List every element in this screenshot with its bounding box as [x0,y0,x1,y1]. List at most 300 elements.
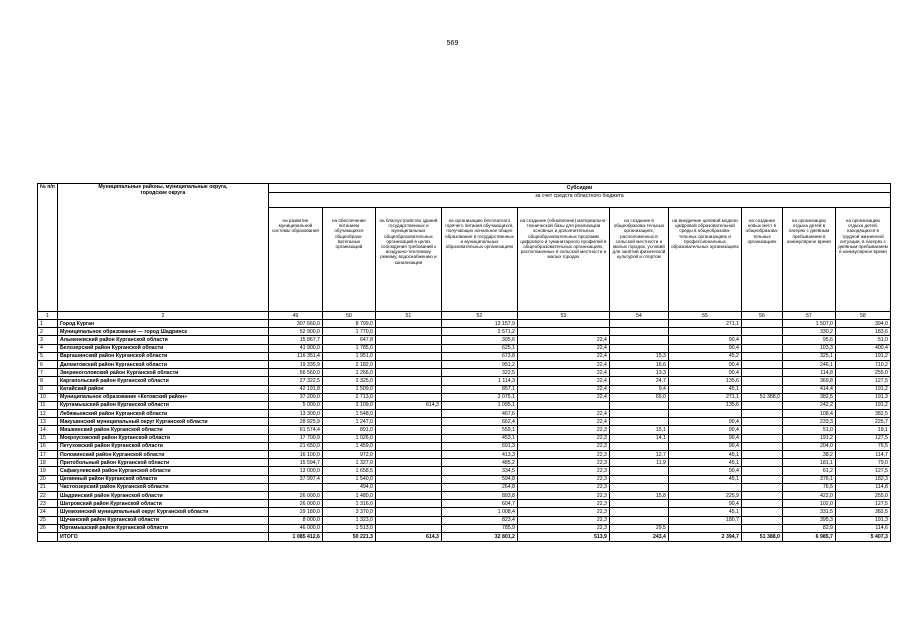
subsidy-value: 13 157,9 [441,320,517,328]
subsidy-value: 127,5 [835,500,890,508]
subsidy-value [375,451,441,459]
subsidy-value: 76,5 [782,483,835,491]
subsidy-value: 413,3 [441,451,517,459]
total-row [38,532,891,541]
subsidy-value: 255,0 [835,491,890,499]
column-number: 58 [835,312,890,320]
subsidy-value [741,434,782,442]
total-value: 32 801,2 [441,532,517,541]
subsidy-value: 710,2 [835,360,890,368]
row-number: 16 [38,442,58,450]
subsidy-column-header: на развитие муниципальной системы образования [268,208,322,312]
municipality-name: Шадринский район Курганской области [57,491,268,499]
municipality-name: Шатровский район Курганской области [57,500,268,508]
subsidy-value: 26 000,0 [268,500,322,508]
subsidy-value [741,336,782,344]
subsidy-value: 1 785,0 [322,344,375,352]
subsidy-value: 45,1 [668,459,741,467]
subsidy-value: 1 114,3 [441,377,517,385]
row-number: 24 [38,508,58,516]
subsidy-value [741,344,782,352]
subsidy-value [375,483,441,491]
subsidy-value: 90,4 [668,360,741,368]
subsidy-value: 22,3 [517,483,609,491]
subsidy-value: 127,5 [835,467,890,475]
subsidy-value [741,410,782,418]
column-number: 55 [668,312,741,320]
municipality-name: Катайский район [57,385,268,393]
subsidy-value: 12,7 [609,451,668,459]
subsidy-value: 382,5 [835,410,890,418]
subsidy-value [609,508,668,516]
subsidy-value [741,516,782,524]
subsidy-value: 95,6 [782,336,835,344]
subsidy-value: 1 770,0 [322,328,375,336]
table-row [38,393,891,401]
subsidy-value: 1 540,0 [322,475,375,483]
subsidy-value: 662,4 [441,418,517,426]
subsidy-value: 233,3 [782,418,835,426]
subsidy-value: 893,8 [441,491,517,499]
table-row [38,483,891,491]
subsidy-value: 1 658,5 [322,467,375,475]
subsidy-value: 45,1 [668,385,741,393]
total-value: 50 221,3 [322,532,375,541]
total-value: 6 985,7 [782,532,835,541]
subsidy-value: 1 026,0 [322,434,375,442]
subsidy-value [609,475,668,483]
row-number: 1 [38,320,58,328]
subsidy-value: 135,6 [668,401,741,409]
subsidy-value: 1 327,0 [322,459,375,467]
subsidy-value: 16,6 [609,360,668,368]
subsidy-value: 191,2 [835,401,890,409]
subsidy-value: 330,2 [782,328,835,336]
subsidy-value: 45,1 [668,475,741,483]
subsidy-value [609,500,668,508]
subsidy-value [741,377,782,385]
row-number: 25 [38,516,58,524]
row-number: 19 [38,467,58,475]
subsidy-value [668,524,741,532]
subsidy-value: 594,8 [441,475,517,483]
subsidy-value: 9,4 [609,385,668,393]
subsidy-value: 8 000,0 [268,516,322,524]
subsidy-value: 52 900,0 [268,328,322,336]
subsidy-value [609,483,668,491]
subsidy-value [375,418,441,426]
subsidy-value [268,483,322,491]
subsidy-value: 2 571,2 [441,328,517,336]
subsidy-value: 19,1 [835,426,890,434]
table-row [38,401,891,409]
municipality-name: Мишкинский район Курганской области [57,426,268,434]
subsidy-value: 2 075,1 [441,393,517,401]
subsidy-value [375,360,441,368]
column-number: 52 [441,312,517,320]
subsidy-value: 29 180,0 [268,508,322,516]
subsidy-value [375,459,441,467]
subsidy-value: 559,1 [441,426,517,434]
subsidy-value: 90,4 [668,369,741,377]
subsidy-value: 22,3 [517,467,609,475]
subsidy-value [609,442,668,450]
table-row [38,459,891,467]
subsidy-value: 24,7 [609,377,668,385]
column-number: 2 [57,312,268,320]
page-number: 569 [446,40,459,47]
subsidy-value: 42 191,8 [268,385,322,393]
table-row [38,328,891,336]
subsidy-value [741,500,782,508]
municipality-name: Мокроусовский район Курганской области [57,434,268,442]
subsidy-value [609,467,668,475]
row-number: 3 [38,336,58,344]
municipality-name: Муниципальное образование «Кетовский район» [57,393,268,401]
subsidy-value: 1 323,0 [322,516,375,524]
subsidy-value: 51,0 [835,336,890,344]
table-row [38,369,891,377]
column-number: 53 [517,312,609,320]
row-number: 12 [38,410,58,418]
total-label: ИТОГО [57,532,268,541]
table-row [38,336,891,344]
subsidy-value [375,467,441,475]
column-number: 56 [741,312,782,320]
municipality-name: Юргамышский район Курганской области [57,524,268,532]
header-name: Муниципальные районы, муниципальные округа, городские округа [57,184,268,312]
subsidy-column-header: на создание (обновление) материально-технической базы для реализации основных и дополнительных общеобразовательных программ цифрового и гуманитарного профилей в общеобразовательных организациях, расположенных в сельской местности и малых городах [517,208,609,312]
subsidy-value: 485,2 [441,459,517,467]
subsidy-value: 3 325,0 [322,377,375,385]
row-number: 10 [38,393,58,401]
subsidy-value: 891,0 [322,426,375,434]
subsidy-value: 271,1 [668,393,741,401]
subsidy-value [375,524,441,532]
municipality-name: Звериноголовский район Курганской области [57,369,268,377]
subsidy-value [741,328,782,336]
subsidy-value [609,328,668,336]
table-row [38,475,891,483]
subsidy-value: 22,4 [517,385,609,393]
subsidy-value [375,426,441,434]
subsidy-value: 972,0 [322,451,375,459]
table-row [38,385,891,393]
subsidy-value: 114,8 [782,369,835,377]
municipality-name: Далматовский район Курганской области [57,360,268,368]
subsidy-value: 22,3 [517,508,609,516]
subsidy-value: 22,3 [517,475,609,483]
municipality-name: Каргапольский район Курганской области [57,377,268,385]
subsidy-value: 1 480,0 [322,491,375,499]
subsidy-value: 191,2 [835,352,890,360]
row-number: 14 [38,426,58,434]
subsidy-value [741,508,782,516]
subsidy-value: 22,4 [517,393,609,401]
subsidy-value: 22,3 [517,524,609,532]
total-number-cell [38,532,58,541]
subsidy-value: 2 182,0 [322,360,375,368]
subsidy-value: 61 574,4 [268,426,322,434]
subsidy-value: 127,5 [835,434,890,442]
subsidy-value [375,442,441,450]
subsidy-value: 400,4 [835,344,890,352]
subsidy-value: 22,3 [517,459,609,467]
municipality-name: Альменевский район Курганской области [57,336,268,344]
municipality-name: Город Курган [57,320,268,328]
subsidy-value [741,360,782,368]
column-number: 49 [268,312,322,320]
subsidy-value: 16 100,0 [268,451,322,459]
subsidy-value: 614,3 [375,401,441,409]
subsidy-value: 22,3 [517,451,609,459]
subsidy-value: 242,2 [782,401,835,409]
subsidy-value: 785,9 [441,524,517,532]
subsidy-value [375,385,441,393]
table-row [38,320,891,328]
subsidy-value [375,352,441,360]
subsidy-value [375,410,441,418]
header-from-budget: за счет средств областного бюджета [268,193,890,208]
subsidy-value: 22,4 [517,360,609,368]
subsidy-value: 951,2 [441,360,517,368]
total-value: 243,4 [609,532,668,541]
table-row [38,360,891,368]
subsidy-value: 183,6 [835,328,890,336]
subsidy-value: 41 900,0 [268,344,322,352]
table-row [38,344,891,352]
row-number: 5 [38,352,58,360]
subsidy-value: 22,3 [517,434,609,442]
subsidies-table [37,183,891,542]
table-row [38,442,891,450]
row-number: 17 [38,451,58,459]
municipality-name: Лебяжьевский район Курганской области [57,410,268,418]
subsidy-value [741,426,782,434]
subsidy-value: 21 650,0 [268,442,322,450]
row-number: 8 [38,377,58,385]
subsidy-value: 82,9 [782,524,835,532]
subsidy-value: 1 951,0 [322,352,375,360]
subsidy-value [609,410,668,418]
subsidy-value: 604,7 [441,500,517,508]
subsidy-value: 114,6 [835,524,890,532]
subsidy-value [375,434,441,442]
subsidy-value [375,508,441,516]
table-row [38,524,891,532]
subsidy-value: 271,1 [668,320,741,328]
municipality-name: Половинский район Курганской области [57,451,268,459]
municipality-name: Щучанский район Курганской области [57,516,268,524]
subsidy-value [741,385,782,393]
subsidy-value: 1 507,0 [782,320,835,328]
subsidy-value: 823,4 [441,516,517,524]
subsidy-value: 38,2 [782,451,835,459]
subsidy-value: 90,4 [668,442,741,450]
subsidy-value: 322,5 [441,369,517,377]
subsidy-value: 22,4 [517,344,609,352]
subsidy-value [375,377,441,385]
subsidy-value: 191,2 [835,385,890,393]
subsidy-value: 191,2 [782,434,835,442]
subsidy-value: 79,0 [835,459,890,467]
subsidy-value: 61,2 [782,467,835,475]
subsidy-value: 225,9 [668,491,741,499]
table-row [38,434,891,442]
subsidy-value: 3 370,0 [322,508,375,516]
subsidy-value: 369,8 [782,377,835,385]
subsidy-value: 5 000,0 [268,401,322,409]
subsidy-value: 56 560,0 [268,369,322,377]
subsidy-value: 691,3 [441,442,517,450]
subsidy-value [741,483,782,491]
subsidy-column-header: на создание в общеобразова-тельных организациях, расположенных в сельской местности и малых городах, условий для занятий физической культурой и спортом [609,208,668,312]
subsidy-value: 673,8 [441,352,517,360]
header-subsidies: Субсидии [268,184,890,193]
subsidy-value: 307 660,0 [268,320,322,328]
subsidy-value [741,459,782,467]
subsidy-value: 90,4 [668,434,741,442]
subsidy-value: 647,8 [322,336,375,344]
subsidy-value [741,352,782,360]
subsidy-value: 22,3 [517,426,609,434]
subsidy-value: 90,4 [668,426,741,434]
subsidy-value: 305,6 [441,336,517,344]
subsidy-value: 376,1 [782,475,835,483]
total-value: 2 394,7 [668,532,741,541]
subsidy-value: 108,4 [782,410,835,418]
subsidy-value: 22,4 [517,352,609,360]
municipality-name: Петуховский район Курганской области [57,442,268,450]
table-row [38,508,891,516]
subsidy-value: 180,7 [668,516,741,524]
row-number: 13 [38,418,58,426]
subsidy-value: 28 925,9 [268,418,322,426]
subsidy-value [375,328,441,336]
subsidy-value [375,500,441,508]
subsidy-value: 27 322,5 [268,377,322,385]
subsidy-value: 625,1 [441,344,517,352]
subsidy-value: 90,4 [668,500,741,508]
subsidy-value: 22,4 [517,369,609,377]
row-number: 23 [38,500,58,508]
row-number: 22 [38,491,58,499]
subsidy-value: 45,1 [668,508,741,516]
subsidy-value: 51 388,0 [741,393,782,401]
subsidy-value: 13 000,0 [268,467,322,475]
total-value: 51 388,0 [741,532,782,541]
subsidy-value [741,320,782,328]
subsidy-value: 65,0 [609,393,668,401]
subsidy-value [741,401,782,409]
total-value: 614,3 [375,532,441,541]
subsidy-value: 102,0 [782,500,835,508]
subsidy-value: 13,3 [609,369,668,377]
subsidy-value: 22,3 [517,500,609,508]
municipality-name: Муниципальное образование — город Шадринск [57,328,268,336]
row-number: 21 [38,483,58,491]
column-number: 51 [375,312,441,320]
subsidy-column-header: на организацию отдыха детей в лагерях с дневным пребыванием в каникулярное время [782,208,835,312]
subsidy-value: 22,4 [517,418,609,426]
column-number: 54 [609,312,668,320]
row-number: 2 [38,328,58,336]
table-row [38,451,891,459]
subsidy-value: 90,4 [668,467,741,475]
subsidy-value: 90,4 [668,336,741,344]
municipality-name: Частоозерский район Курганской области [57,483,268,491]
subsidy-value: 22,4 [517,377,609,385]
subsidy-value: 1 247,0 [322,418,375,426]
row-number: 18 [38,459,58,467]
subsidy-value: 1 548,0 [322,410,375,418]
subsidy-value: 15 867,7 [268,336,322,344]
table-row [38,426,891,434]
total-value: 513,9 [517,532,609,541]
row-number: 4 [38,344,58,352]
subsidy-value: 325,1 [782,352,835,360]
subsidy-value: 422,0 [782,491,835,499]
subsidy-value [375,475,441,483]
subsidy-value: 181,1 [782,459,835,467]
column-number: 50 [322,312,375,320]
subsidy-value: 135,6 [668,377,741,385]
subsidy-value: 394,0 [835,320,890,328]
subsidy-value: 51,0 [782,426,835,434]
subsidy-value [375,393,441,401]
subsidy-value: 414,4 [782,385,835,393]
subsidy-value [517,401,609,409]
municipality-name: Целинный район Курганской области [57,475,268,483]
subsidy-value [741,369,782,377]
subsidy-value: 116 351,4 [268,352,322,360]
subsidy-value: 46 000,0 [268,524,322,532]
subsidy-value [609,418,668,426]
subsidy-value: 2 713,0 [322,393,375,401]
subsidy-value: 15,3 [609,352,668,360]
subsidy-value: 103,3 [782,344,835,352]
column-number: 57 [782,312,835,320]
subsidy-value: 13 300,0 [268,410,322,418]
subsidy-column-header: на обеспечение питанием обучающихся общеобразо-вательных организаций [322,208,375,312]
subsidy-value: 8 799,0 [322,320,375,328]
municipality-name: Белозерский район Курганской области [57,344,268,352]
subsidy-value: 22,3 [517,516,609,524]
table-row [38,352,891,360]
municipality-name: Куртамышский район Курганской области [57,401,268,409]
subsidy-value: 382,5 [782,393,835,401]
subsidy-value: 45,2 [668,352,741,360]
subsidy-value: 37 997,4 [268,475,322,483]
subsidy-value: 255,0 [835,369,890,377]
subsidy-value: 191,3 [835,516,890,524]
subsidy-value [741,418,782,426]
table-row [38,467,891,475]
total-value: 1 085 412,6 [268,532,322,541]
total-value: 5 407,3 [835,532,890,541]
subsidy-value: 264,8 [441,483,517,491]
subsidy-value: 15,1 [609,426,668,434]
subsidy-value: 90,4 [668,344,741,352]
subsidy-value: 127,5 [835,377,890,385]
subsidy-value [375,336,441,344]
subsidy-value [741,524,782,532]
row-number: 15 [38,434,58,442]
municipality-name: Варгашинский район Курганской области [57,352,268,360]
subsidy-value [375,320,441,328]
row-number: 7 [38,369,58,377]
subsidy-value: 19 335,9 [268,360,322,368]
